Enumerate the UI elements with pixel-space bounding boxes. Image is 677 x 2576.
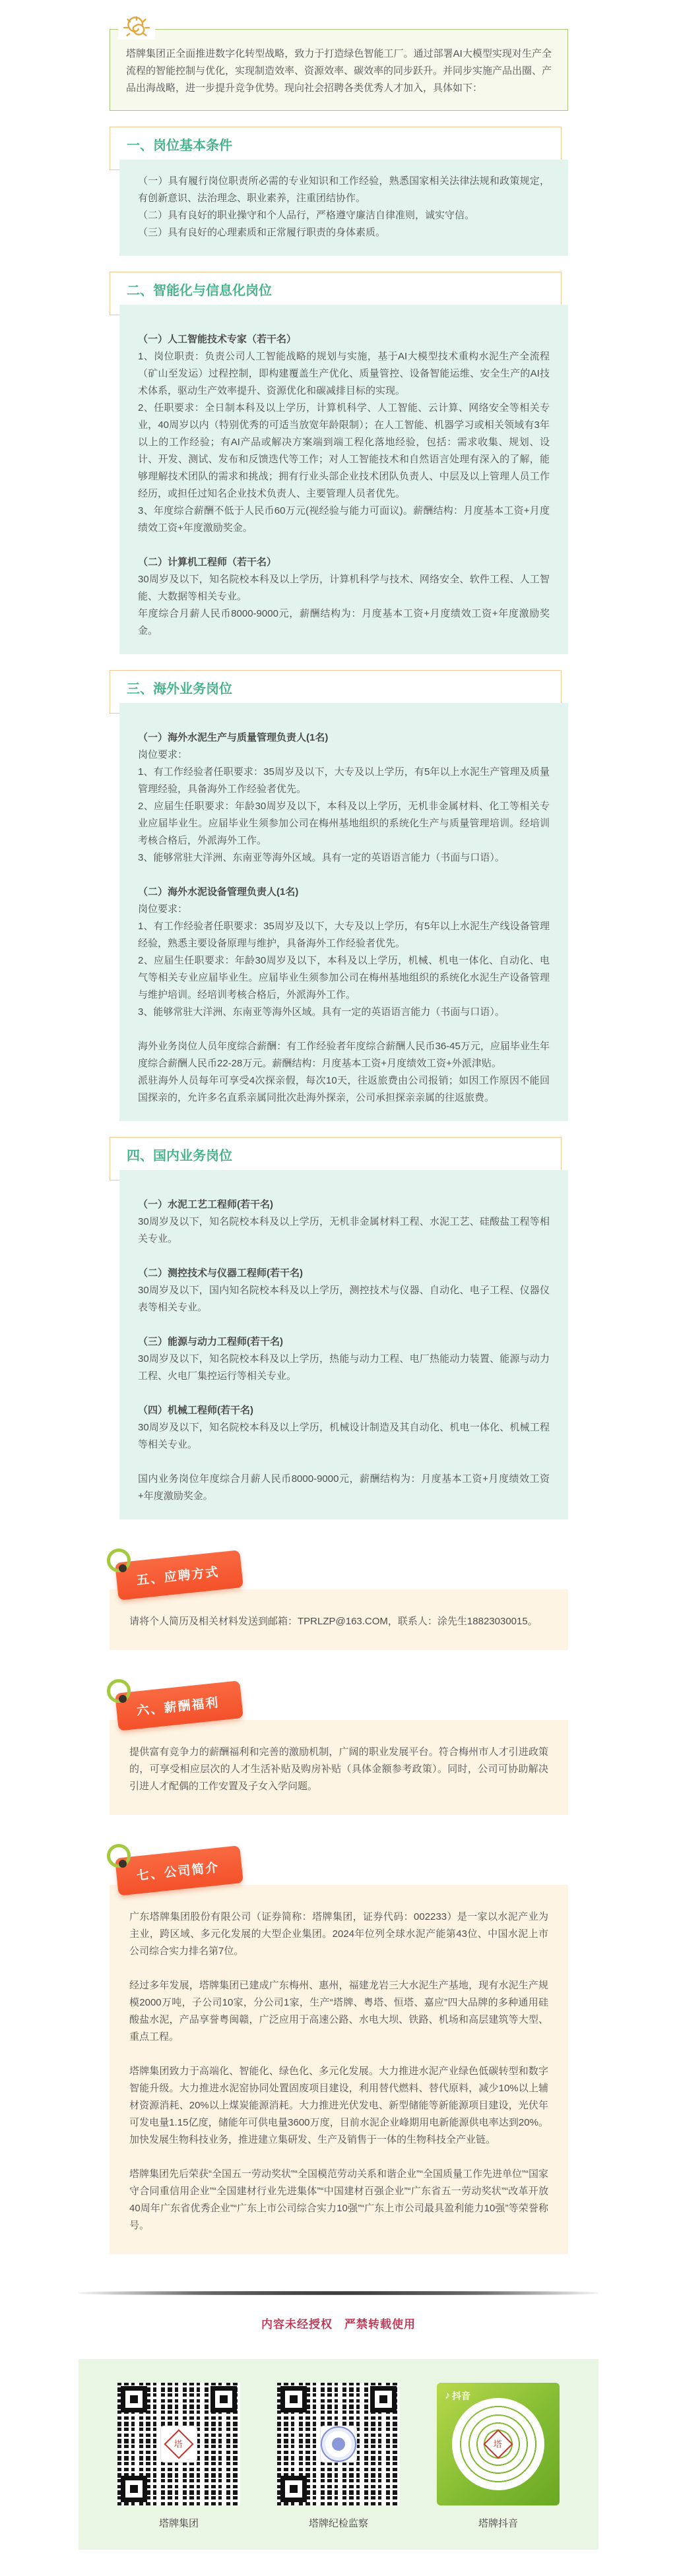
qr-caption: 塔牌纪检监察 — [308, 2518, 368, 2529]
paragraph: 岗位要求： — [138, 904, 188, 915]
qr-finder-icon — [280, 2476, 307, 2502]
paragraph: （三）具有良好的心理素质和正常履行职责的身体素质。 — [138, 227, 386, 238]
paragraph: 提供富有竞争力的薪酬福利和完善的激励机制，广阔的职业发展平台。符合梅州市人才引进政策的，可享受相应层次的人才生活补贴及购房补贴（具体金额参考政策）。同时，公司可协助解决引进人才配偶的工作安置及子女入学问题。 — [129, 1746, 548, 1792]
qr-caption: 塔牌集团 — [158, 2518, 199, 2529]
paragraph: （一）水泥工艺工程师(若干名) — [138, 1199, 273, 1210]
section-overseas-jobs — [110, 670, 568, 1121]
paragraph: （二）具有良好的职业操守和个人品行，严格遵守廉洁自律准则，诚实守信。 — [138, 210, 475, 221]
qr-code-image — [277, 2383, 400, 2505]
section-smart-it-jobs — [110, 272, 568, 654]
paragraph: 30周岁及以下，知名院校本科及以上学历，机械设计制造及其自动化、机电一体化、机械工程等相关专业。 — [138, 1422, 550, 1450]
intro-card — [110, 29, 568, 111]
tapai-logo-icon: 塔 — [160, 2426, 197, 2463]
paragraph: （二）测控技术与仪器工程师(若干名) — [138, 1268, 303, 1279]
section-content — [110, 1885, 568, 2254]
paragraph: 3、能够常驻大洋洲、东南亚等海外区域。具有一定的英语语言能力（书面与口语）。 — [138, 1006, 505, 1018]
paragraph: （三）能源与动力工程师(若干名) — [138, 1336, 283, 1347]
intro-text: 塔牌集团正全面推进数字化转型战略，致力于打造绿色智能工厂。通过部署AI大模型实现对生产全流程的智能控制与优化，实现制造效率、资源效率、碳效率的同步跃升。并同步实施产品出圈、产品出海战略，进一步提升竞争优势。现向社会招聘各类优秀人才加入，具体如下： — [126, 48, 552, 94]
paragraph: （一）人工智能技术专家（若干名） — [138, 334, 297, 345]
paragraph: （四）机械工程师(若干名) — [138, 1405, 253, 1416]
paragraph: 请将个人简历及相关材料发送到邮箱：TPRLZP@163.COM，联系人：涂先生18823030015。 — [129, 1616, 538, 1627]
paragraph: 30周岁及以下，知名院校本科及以上学历，热能与动力工程、电厂热能动力装置、能源与动力工程、火电厂集控运行等相关专业。 — [138, 1353, 550, 1382]
tag-title: 五、应聘方式 — [115, 1550, 243, 1601]
paragraph: 2、应届生任职要求：年龄30周岁及以下，本科及以上学历，无机非金属材料、化工等相关专业应届毕业生。应届毕业生须参加公司在梅州基地组织的系统化生产与质量管理培训。经培训考核合格后，外派海外工作。 — [138, 801, 550, 846]
douyin-note-icon: ♪ — [445, 2390, 450, 2401]
paragraph: 1、有工作经验者任职要求：35周岁及以下，大专及以上学历，有5年以上水泥生产线设备管理经验，熟悉主要设备原理与维护，具备海外工作经验者优先。 — [138, 921, 550, 949]
paragraph: 岗位要求： — [138, 749, 188, 760]
section-company-profile — [110, 1851, 568, 2254]
paragraph: 30周岁及以下，知名院校本科及以上学历，无机非金属材料工程、水泥工艺、硅酸盐工程等相关专业。 — [138, 1216, 550, 1244]
section-content — [119, 305, 568, 654]
section-content — [119, 703, 568, 1121]
paragraph: 2、任职要求：全日制本科及以上学历，计算机科学、人工智能、云计算、网络安全等相关专业，40周岁以内（特别优秀的可适当放宽年龄限制）；在人工智能、机器学习或相关领域有3年以上的工作经验；有AI产品或解决方案端到端工程化落地经验，包括：需求收集、规划、设计、开发、测试、发布和反馈迭代等工作；对人工智能技术和自然语言处理有深入的了解，能够理解技术团队的需求和挑战；拥有行业头部企业技术团队负责人、中层及以上管理人员工作经历，或担任过知名企业技术负责人、主要管理人员者优先。 — [138, 402, 550, 499]
paragraph: 塔牌集团先后荣获“全国五一劳动奖状”“全国模范劳动关系和谐企业”“全国质量工作先进单位”“国家守合同重信用企业”“全国建材行业先进集体”“中国建材百强企业”“广东省五一劳动奖状”“改革开放40周年广东省优秀企业”“广东上市公司综合实力10强”“广东上市公司最具盈利能力10强”等荣誉称号。 — [129, 2168, 548, 2231]
douyin-badge: ♪ 抖音 — [445, 2390, 470, 2401]
section-basic-requirements — [110, 127, 568, 256]
douyin-qr-image — [437, 2383, 560, 2505]
tag-hole-icon — [119, 1860, 127, 1868]
douyin-qr-circle — [452, 2398, 544, 2490]
paragraph: 30周岁及以下，知名院校本科及以上学历，计算机科学与技术、网络安全、软件工程、人工智能、大数据等相关专业。 — [138, 574, 550, 602]
bottom-spacer — [0, 2550, 677, 2576]
section-title: 一、岗位基本条件 — [127, 138, 232, 153]
section-tag — [110, 1686, 568, 1737]
copyright-warning: 内容未经授权 严禁转载使用 — [261, 2318, 416, 2331]
qr-finder-icon — [121, 2476, 147, 2502]
qr-code-image — [117, 2383, 240, 2505]
section-domestic-jobs — [110, 1137, 568, 1519]
tag-title: 七、公司简介 — [115, 1845, 243, 1896]
qr-finder-icon — [210, 2386, 237, 2412]
paragraph: 年度综合月薪人民币8000-9000元，薪酬结构为：月度基本工资+月度绩效工资+年度激励奖金。 — [138, 608, 550, 636]
qr-finder-icon — [121, 2386, 147, 2412]
qr-item-douyin — [437, 2383, 560, 2530]
tag-title: 六、薪酬福利 — [115, 1680, 243, 1731]
paragraph: 3、年度综合薪酬不低于人民币60万元(视经验与能力可面议)。薪酬结构：月度基本工资+月度绩效工资+年度激励奖金。 — [138, 505, 550, 534]
qr-finder-icon — [280, 2386, 307, 2412]
paragraph: 30周岁及以下，国内知名院校本科及以上学历，测控技术与仪器、自动化、电子工程、仪器仪表等相关专业。 — [138, 1285, 550, 1313]
article-page — [110, 0, 568, 2254]
emblem-logo-icon — [320, 2426, 357, 2463]
qr-item-discipline — [277, 2383, 400, 2530]
tag-hole-icon — [119, 1564, 127, 1572]
paragraph: 2、应届生任职要求：年龄30周岁及以下，本科及以上学历，机械、机电一体化、自动化、电气等相关专业应届毕业生。应届毕业生须参加公司在梅州基地组织的系统化水泥生产设备管理与维护培训。经培训考核合格后，外派海外工作。 — [138, 955, 550, 1000]
section-content — [119, 160, 568, 256]
paragraph: （一）具有履行岗位职责所必需的专业知识和工作经验，熟悉国家相关法律法规和政策规定，有创新意识、法治理念、职业素养，注重团结协作。 — [138, 175, 550, 204]
paragraph: （二）海外水泥设备管理负责人(1名) — [138, 886, 299, 898]
section-how-to-apply — [110, 1555, 568, 1650]
content-divider — [79, 2291, 598, 2295]
paragraph: 海外业务岗位人员年度综合薪酬：有工作经验者年度综合薪酬人民币36-45万元，应届毕业生年度综合薪酬人民币22-28万元。薪酬结构：月度基本工资+月度绩效工资+外派津贴。 — [138, 1041, 550, 1069]
qr-item-group — [117, 2383, 240, 2530]
section-compensation-benefits — [110, 1686, 568, 1815]
paragraph: 3、能够常驻大洋洲、东南亚等海外区域。具有一定的英语语言能力（书面与口语）。 — [138, 852, 505, 863]
paragraph: 1、岗位职责：负责公司人工智能战略的规划与实施，基于AI大模型技术重构水泥生产全流程（矿山至发运）过程控制，即构建覆盖生产优化、质量管控、设备智能运维、安全生产的AI技术体系，驱动生产效率提升、资源优化和碳减排目标的实现。 — [138, 351, 550, 396]
paragraph: （一）海外水泥生产与质量管理负责人(1名) — [138, 732, 329, 743]
sun-icon — [118, 16, 155, 40]
tag-hole-icon — [119, 1695, 127, 1703]
tapai-logo-icon: 塔 — [483, 2429, 513, 2459]
qr-band — [79, 2359, 598, 2550]
section-title: 三、海外业务岗位 — [127, 682, 232, 696]
section-tag — [110, 1555, 568, 1607]
section-tag — [110, 1851, 568, 1902]
paragraph: 1、有工作经验者任职要求：35周岁及以下，大专及以上学历，有5年以上水泥生产管理及质量管理经验，具备海外工作经验者优先。 — [138, 766, 550, 795]
paragraph: 派驻海外人员每年可享受4次探亲假，每次10天，往返旅费由公司报销；如因工作原因不能回国探亲的，允许多名直系亲属同批次赴海外探亲，公司承担探亲亲属的往返旅费。 — [138, 1075, 550, 1103]
section-title: 四、国内业务岗位 — [127, 1149, 232, 1163]
paragraph: 国内业务岗位年度综合月薪人民币8000-9000元，薪酬结构为：月度基本工资+月度绩效工资+年度激励奖金。 — [138, 1473, 550, 1502]
paragraph: 广东塔牌集团股份有限公司（证券简称：塔牌集团，证券代码：002233）是一家以水泥产业为主业，跨区域、多元化发展的大型企业集团。2024年位列全球水泥产能第43位、中国水泥上市公司综合实力排名第7位。 — [129, 1911, 548, 1957]
qr-finder-icon — [370, 2386, 397, 2412]
paragraph: 经过多年发展，塔牌集团已建成广东梅州、惠州，福建龙岩三大水泥生产基地，现有水泥生产规模2000万吨，子公司10家，分公司1家，生产“塔牌、粤塔、恒塔、嘉应”四大品牌的多种通用硅酸盐水泥，产品享誉粤闽赣，广泛应用于高速公路、水电大坝、铁路、机场和高层建筑等大型、重点工程。 — [129, 1980, 548, 2042]
paragraph: 塔牌集团致力于高端化、智能化、绿色化、多元化发展。大力推进水泥产业绿色低碳转型和数字智能升级。大力推进水泥窑协同处置固废项目建设，利用替代燃料、替代原料，减少10%以上辅材资源消耗、20%以上煤炭能源消耗。大力推进光伏发电、新型储能等新能源项目建设，光伏年可发电量1.15亿度，储能年可供电量3600万度，目前水泥企业峰期用电新能源供电率达到20%。加快发展生物科技业务，推进建立集研发、生产及销售于一体的生物科技全产业链。 — [129, 2066, 548, 2145]
qr-caption: 塔牌抖音 — [478, 2518, 518, 2529]
section-title: 二、智能化与信息化岗位 — [127, 284, 272, 298]
section-content — [119, 1170, 568, 1519]
paragraph: （二）计算机工程师（若干名） — [138, 557, 277, 568]
